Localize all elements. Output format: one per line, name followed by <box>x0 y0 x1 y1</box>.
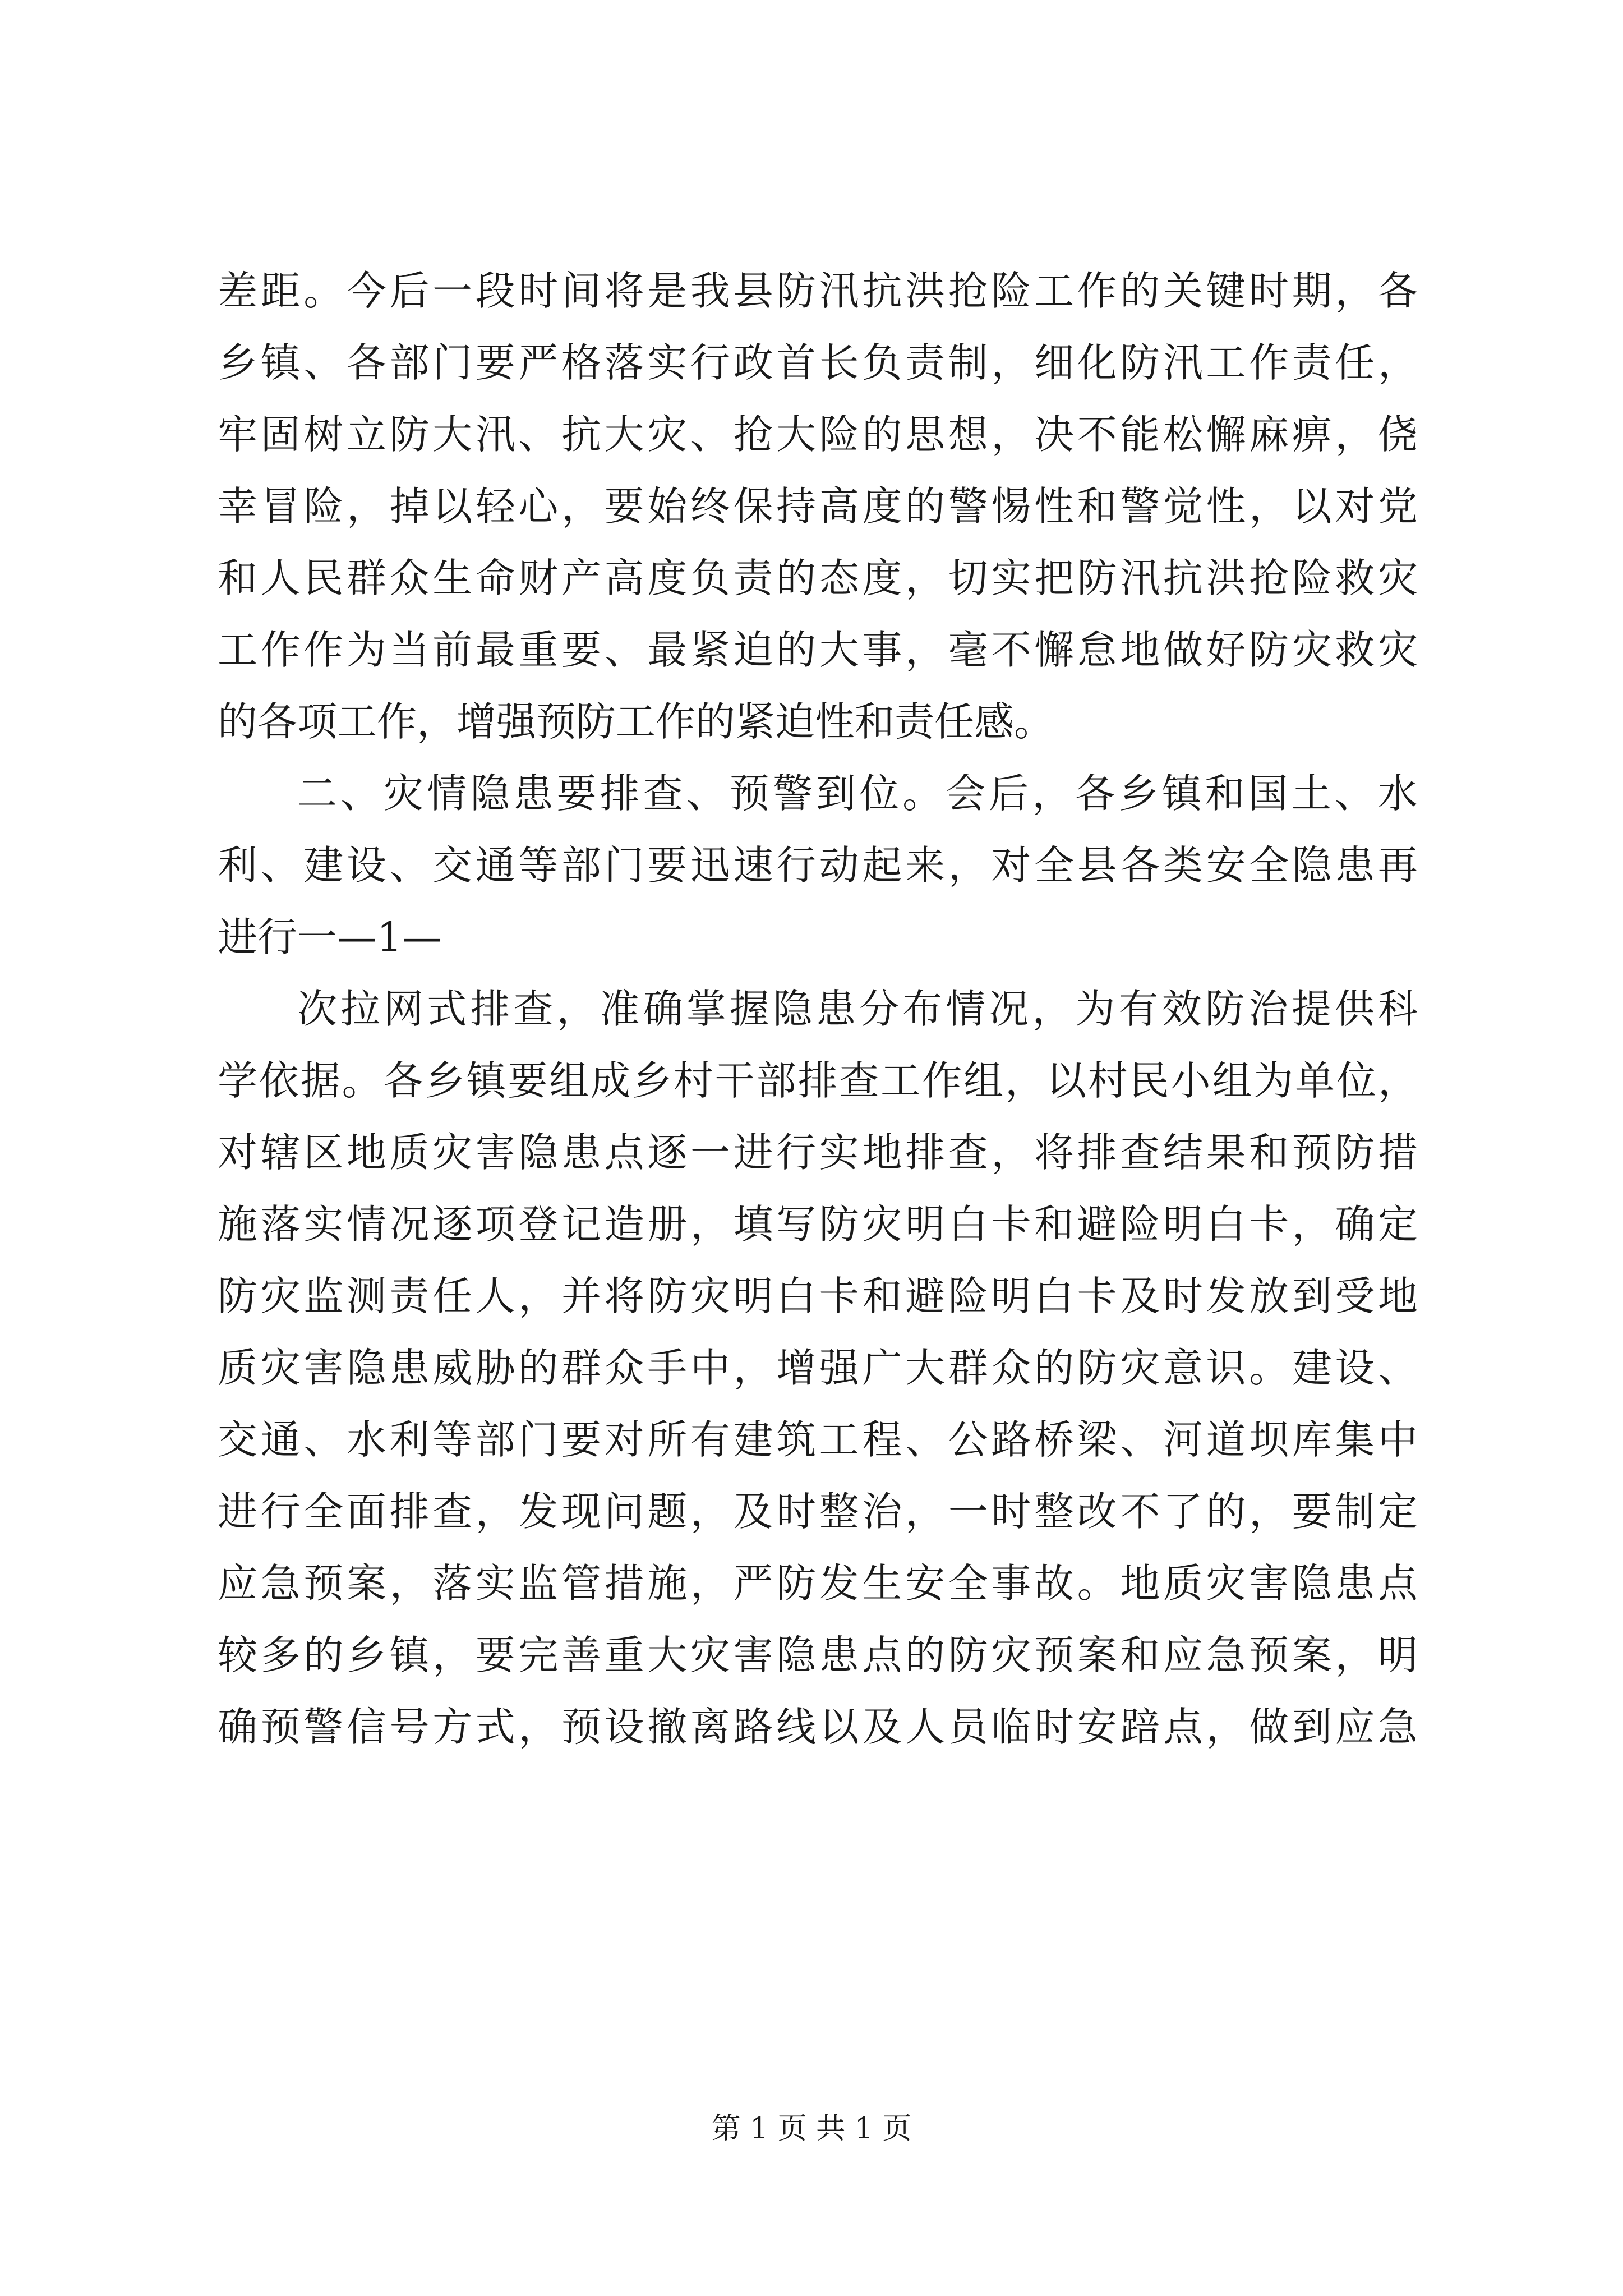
text-line: 进行全面排查，发现问题，及时整治，一时整改不了的，要制定 <box>218 1488 1418 1535</box>
text-line: 差距。今后一段时间将是我县防汛抗洪抢险工作的关键时期，各 <box>218 268 1418 314</box>
text-line: 的各项工作，增强预防工作的紧迫性和责任感。 <box>218 698 1054 745</box>
text-line: 利、建设、交通等部门要迅速行动起来，对全县各类安全隐患再 <box>218 842 1418 889</box>
text-line: 牢固树立防大汛、抗大灾、抢大险的思想，决不能松懈麻痹，侥 <box>218 411 1418 458</box>
text-line: 幸冒险，掉以轻心，要始终保持高度的警惕性和警觉性，以对党 <box>218 483 1418 530</box>
text-line: 防灾监测责任人，并将防灾明白卡和避险明白卡及时发放到受地 <box>218 1273 1418 1319</box>
text-line: 和人民群众生命财产高度负责的态度，切实把防汛抗洪抢险救灾 <box>218 555 1418 601</box>
paragraph-1 <box>218 255 1418 758</box>
text-line: 质灾害隐患威胁的群众手中，增强广大群众的防灾意识。建设、 <box>218 1345 1418 1391</box>
text-line: 对辖区地质灾害隐患点逐一进行实地排查，将排查结果和预防措 <box>218 1129 1418 1176</box>
text-line: 二、灾情隐患要排查、预警到位。会后，各乡镇和国土、水 <box>297 770 1418 817</box>
text-line: 施落实情况逐项登记造册，填写防灾明白卡和避险明白卡，确定 <box>218 1201 1418 1248</box>
paragraph-2 <box>218 758 1418 973</box>
text-line: 应急预案，落实监管措施，严防发生安全事故。地质灾害隐患点 <box>218 1560 1418 1607</box>
text-line: 学依据。各乡镇要组成乡村干部排查工作组，以村民小组为单位， <box>218 1057 1418 1104</box>
text-line: 进行一—1— <box>218 914 442 960</box>
text-line: 交通、水利等部门要对所有建筑工程、公路桥梁、河道坝库集中 <box>218 1416 1418 1463</box>
text-line: 工作作为当前最重要、最紧迫的大事，毫不懈怠地做好防灾救灾 <box>218 627 1418 673</box>
text-line: 次拉网式排查，准确掌握隐患分布情况，为有效防治提供科 <box>297 986 1418 1032</box>
text-line: 乡镇、各部门要严格落实行政首长负责制，细化防汛工作责任， <box>218 339 1418 386</box>
body-text <box>218 255 1418 1763</box>
text-line: 较多的乡镇，要完善重大灾害隐患点的防灾预案和应急预案，明 <box>218 1632 1418 1678</box>
paragraph-3 <box>218 973 1418 1763</box>
text-line: 确预警信号方式，预设撤离路线以及人员临时安踣点，做到应急 <box>218 1704 1418 1750</box>
page-number-footer: 第 1 页 共 1 页 <box>711 2112 912 2146</box>
